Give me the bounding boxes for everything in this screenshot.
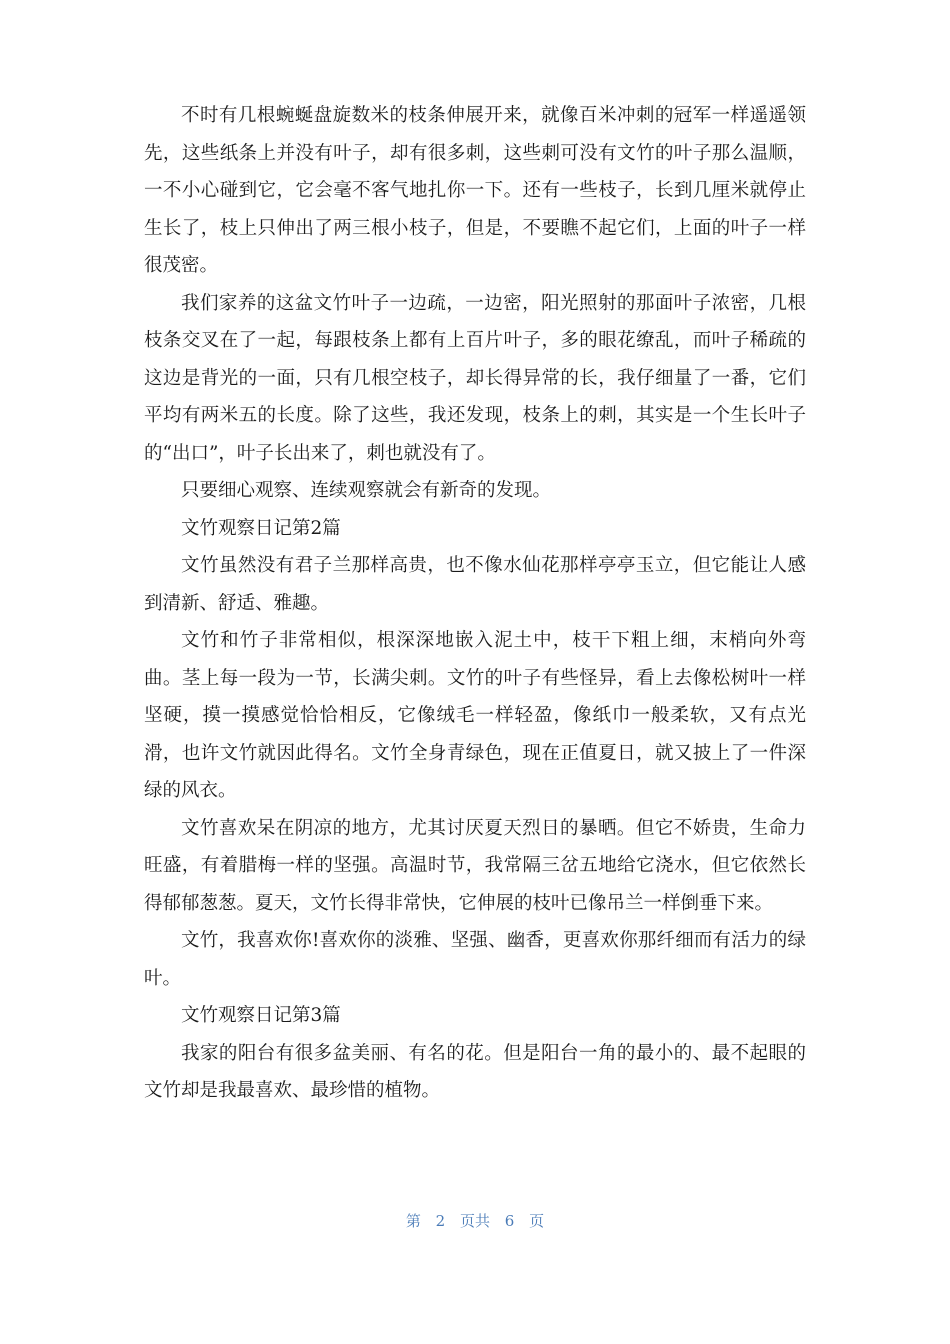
section-heading: 文竹观察日记第3篇	[181, 1005, 341, 1026]
paragraph: 我家的阳台有很多盆美丽、有名的花。但是阳台一角的最小的、最不起眼的文竹却是我最喜欢、最珍惜的植物。	[144, 1042, 806, 1101]
page-number-footer: 第 2 页共 6 页	[405, 1212, 545, 1230]
paragraph: 只要细心观察、连续观察就会有新奇的发现。	[181, 480, 552, 501]
paragraph: 文竹虽然没有君子兰那样高贵，也不像水仙花那样亭亭玉立，但它能让人感到清新、舒适、雅趣。	[144, 555, 806, 614]
paragraph: 文竹喜欢呆在阴凉的地方，尤其讨厌夏天烈日的暴晒。但它不娇贵，生命力旺盛，有着腊梅一样的坚强。高温时节，我常隔三岔五地给它浇水，但它依然长得郁郁葱葱。夏天，文竹长得非常快，它伸展的枝叶已像吊兰一样倒垂下来。	[144, 817, 806, 914]
paragraph: 不时有几根蜿蜒盘旋数米的枝条伸展开来，就像百米冲刺的冠军一样遥遥领先，这些纸条上并没有叶子，却有很多刺，这些刺可没有文竹的叶子那么温顺，一不小心碰到它，它会毫不客气地扎你一下。还有一些枝子，长到几厘米就停止生长了，枝上只伸出了两三根小枝子，但是，不要瞧不起它们，上面的叶子一样很茂密。	[144, 105, 806, 276]
section-heading: 文竹观察日记第2篇	[181, 517, 341, 539]
paragraph: 文竹，我喜欢你!喜欢你的淡雅、坚强、幽香，更喜欢你那纤细而有活力的绿叶。	[144, 930, 806, 989]
paragraph: 文竹和竹子非常相似，根深深地嵌入泥土中，枝干下粗上细，末梢向外弯曲。茎上每一段为一节，长满尖刺。文竹的叶子有些怪异，看上去像松树叶一样坚硬，摸一摸感觉恰恰相反，它像绒毛一样轻盈，像纸巾一般柔软，又有点光滑，也许文竹就因此得名。文竹全身青绿色，现在正值夏日，就又披上了一件深绿的风衣。	[144, 630, 806, 801]
paragraph: 我们家养的这盆文竹叶子一边疏，一边密，阳光照射的那面叶子浓密，几根枝条交叉在了一起，每跟枝条上都有上百片叶子，多的眼花缭乱，而叶子稀疏的这边是背光的一面，只有几根空枝子，却长得异常的长，我仔细量了一番，它们平均有两米五的长度。除了这些，我还发现，枝条上的刺，其实是一个生长叶子的“出口”，叶子长出来了，刺也就没有了。	[144, 292, 806, 464]
document-body	[144, 97, 806, 1110]
